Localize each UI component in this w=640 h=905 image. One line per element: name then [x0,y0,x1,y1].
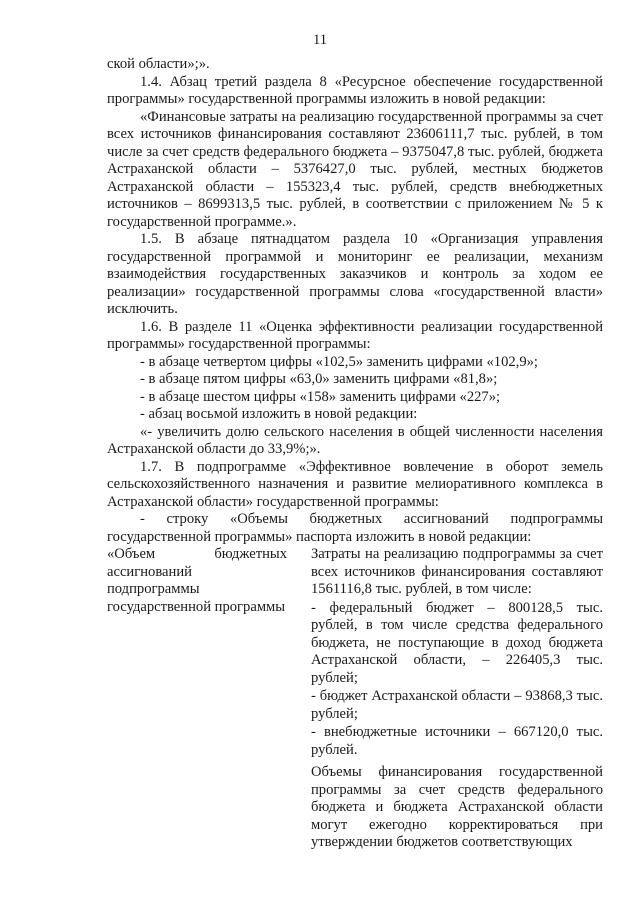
paragraph-1-4: 1.4. Абзац третий раздела 8 «Ресурсное обеспечение государственной программы» государственной программы изложить в новой редакции: [107,73,603,107]
paragraph-1-6-quote: «- увеличить долю сельского населения в общей численности населения Астраханской области до 33,9%;». [107,423,603,457]
list-item: - в абзаце пятом цифры «63,0» заменить цифрами «81,8»; [140,371,498,387]
table-cell-note: Объемы финансирования государственной программы за счет средств федерального бюджета и бюджета Астраханской области могут ежегодно корректироваться при утверждении бюджетов соответствующих [311,764,603,850]
table-right-column [311,546,603,852]
paragraph-1-7: 1.7. В подпрограмме «Эффективное вовлечение в оборот земель сельскохозяйственного назначения и развитие мелиоративного комплекса в Астраханской области» государственной программы: [107,458,603,510]
page-number: 11 [312,32,328,48]
table-left-column [107,546,311,852]
passport-table [107,546,603,852]
list-item: - в абзаце четвертом цифры «102,5» заменить цифрами «102,9»; [140,353,538,370]
paragraph-1-6: 1.6. В разделе 11 «Оценка эффективности реализации государственной программы» государственной программы: [107,318,603,352]
table-cell-external: - внебюджетные источники – 667120,0 тыс. рублей. [311,724,603,758]
table-cell-regional: - бюджет Астраханской области – 93868,3 тыс. рублей; [311,688,603,722]
paragraph-1-4-quote: «Финансовые затраты на реализацию государственной программы за счет всех источников финансирования составляют 23606111,7 тыс. рублей, в том числе за счет средств федерального бюджета – 9375047,8 тыс. рублей, бюджета Астраханской области – 5376427,0 тыс. рублей, местных бюджетов Астраханской области – 155323,4 тыс. рублей, средств внебюджетных источников – 8699313,5 тыс. рублей, в соответствии с приложением № 5 к государственной программе.». [107,108,603,230]
paragraph-continuation: ской области»;». [107,56,210,72]
document-body [107,56,603,852]
list-item: - в абзаце шестом цифры «158» заменить цифрами «227»; [140,388,501,405]
paragraph-1-7-item: - строку «Объемы бюджетных ассигнований подпрограммы государственной программы» паспорта изложить в новой редакции: [107,511,603,545]
table-row-label: «Объем бюджетных ассигнований подпрограммы государственной программы [107,546,287,615]
paragraph-1-5: 1.5. В абзаце пятнадцатом раздела 10 «Организация управления государственной программой и мониторинг ее реализации, механизм взаимодействия государственных заказчиков и контроль за ходом ее реализации» государственной программы слова «государственной власти» исключить. [107,231,603,317]
list-item: - абзац восьмой изложить в новой редакции: [140,406,418,422]
table-cell-federal: - федеральный бюджет – 800128,5 тыс. рублей, в том числе средства федерального бюджета, не поступающие в доход бюджета Астраханской области, – 226405,3 тыс. рублей; [311,599,603,686]
table-cell-intro: Затраты на реализацию подпрограммы за счет всех источников финансирования составляют 1561116,8 тыс. рублей, в том числе: [311,546,603,597]
